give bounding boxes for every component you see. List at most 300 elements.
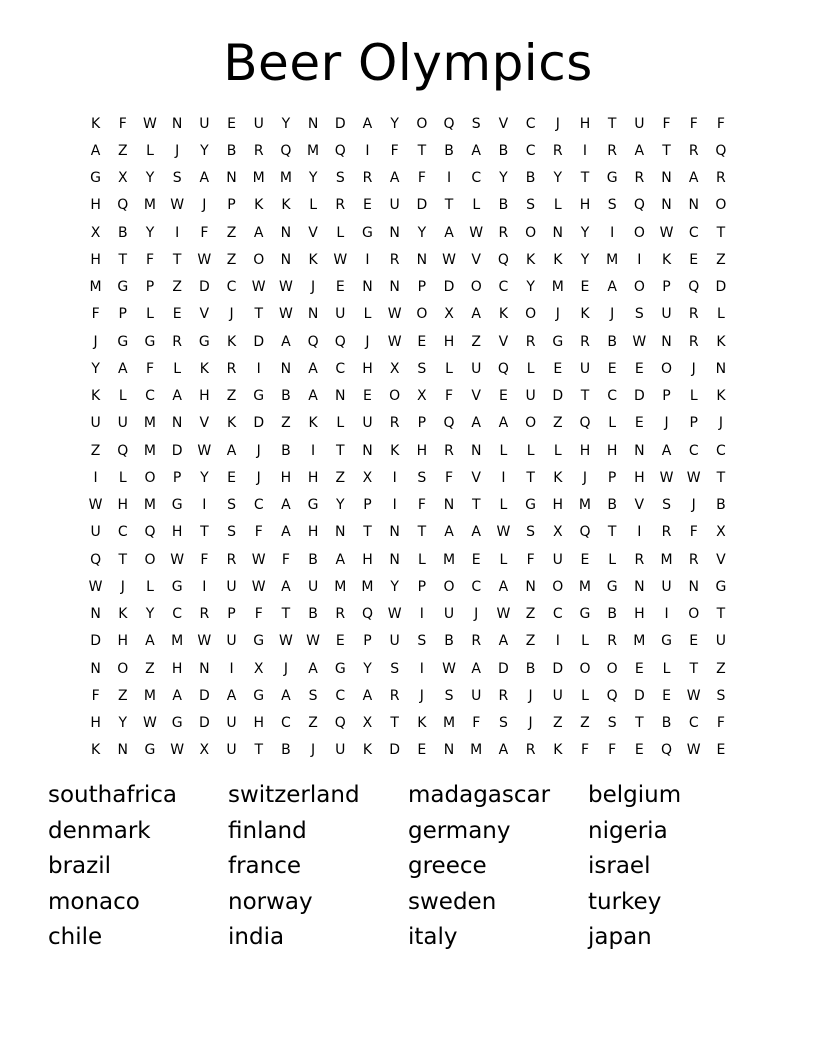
grid-letter: X bbox=[253, 660, 264, 677]
grid-letter: E bbox=[716, 742, 726, 759]
grid-letter: M bbox=[633, 633, 646, 650]
word-bank-item: israel bbox=[588, 853, 651, 880]
grid-letter: F bbox=[118, 115, 127, 132]
grid-letter: N bbox=[688, 197, 699, 214]
grid-letter: G bbox=[552, 333, 564, 350]
grid-letter: Q bbox=[334, 715, 346, 732]
grid-letter: I bbox=[311, 442, 316, 459]
grid-letter: B bbox=[498, 197, 509, 214]
grid-letter: W bbox=[251, 551, 266, 568]
grid-letter: O bbox=[606, 660, 618, 677]
grid-letter: F bbox=[200, 551, 209, 568]
grid-letter: E bbox=[227, 115, 236, 132]
grid-letter: Y bbox=[336, 497, 345, 514]
grid-row bbox=[82, 573, 735, 600]
word-bank-item: denmark bbox=[48, 817, 151, 844]
grid-letter: J bbox=[93, 333, 98, 350]
grid-letter: U bbox=[552, 551, 563, 568]
grid-letter: A bbox=[498, 742, 509, 759]
grid-letter: J bbox=[283, 660, 288, 677]
grid-letter: M bbox=[551, 279, 564, 296]
grid-letter: C bbox=[471, 170, 482, 187]
grid-letter: W bbox=[197, 633, 212, 650]
grid-letter: N bbox=[661, 197, 672, 214]
grid-letter: Y bbox=[145, 606, 155, 623]
grid-letter: U bbox=[471, 687, 482, 704]
grid-letter: N bbox=[389, 279, 400, 296]
grid-letter: A bbox=[335, 551, 346, 568]
grid-letter: G bbox=[171, 578, 183, 595]
grid-letter: B bbox=[525, 660, 536, 677]
grid-letter: A bbox=[634, 142, 645, 159]
grid-letter: W bbox=[170, 742, 185, 759]
grid-letter: F bbox=[716, 115, 725, 132]
grid-row bbox=[82, 492, 735, 519]
grid-letter: K bbox=[553, 251, 563, 268]
grid-row bbox=[82, 437, 735, 464]
grid-letter: F bbox=[608, 742, 617, 759]
grid-letter: W bbox=[88, 497, 103, 514]
grid-letter: M bbox=[171, 633, 184, 650]
grid-letter: U bbox=[362, 415, 373, 432]
grid-letter: N bbox=[280, 224, 292, 241]
grid-letter: K bbox=[226, 415, 237, 432]
grid-letter: D bbox=[198, 687, 210, 704]
grid-letter: D bbox=[552, 660, 564, 677]
grid-letter: N bbox=[171, 115, 183, 132]
grid-letter: K bbox=[118, 606, 128, 623]
grid-letter: A bbox=[688, 170, 699, 187]
grid-letter: X bbox=[444, 306, 454, 323]
grid-row bbox=[82, 328, 735, 355]
grid-letter: I bbox=[419, 660, 424, 677]
grid-letter: M bbox=[143, 415, 157, 432]
grid-letter: M bbox=[143, 497, 157, 514]
grid-row bbox=[82, 682, 735, 709]
grid-letter: A bbox=[172, 388, 182, 405]
grid-row bbox=[82, 628, 735, 655]
grid-letter: T bbox=[118, 551, 128, 568]
grid-letter: D bbox=[633, 388, 645, 405]
grid-row bbox=[82, 546, 735, 573]
grid-letter: H bbox=[443, 333, 455, 350]
grid-letter: O bbox=[633, 279, 645, 296]
grid-letter: A bbox=[498, 578, 509, 595]
grid-letter: B bbox=[226, 142, 237, 159]
grid-letter: H bbox=[416, 442, 428, 459]
grid-row bbox=[82, 110, 735, 137]
grid-letter: E bbox=[335, 279, 345, 296]
grid-letter: S bbox=[417, 360, 427, 377]
grid-letter: D bbox=[416, 197, 428, 214]
grid-letter: Z bbox=[335, 469, 346, 486]
grid-letter: A bbox=[471, 660, 481, 677]
grid-letter: H bbox=[253, 715, 264, 732]
grid-letter: Y bbox=[553, 170, 563, 187]
grid-letter: O bbox=[117, 660, 129, 677]
grid-letter: F bbox=[417, 497, 426, 514]
grid-letter: J bbox=[120, 578, 125, 595]
grid-letter: L bbox=[581, 687, 589, 704]
grid-letter: N bbox=[280, 360, 292, 377]
grid-letter: D bbox=[334, 115, 346, 132]
grid-row bbox=[82, 737, 735, 764]
grid-letter: Y bbox=[580, 224, 590, 241]
grid-letter: V bbox=[498, 115, 509, 132]
grid-letter: L bbox=[553, 197, 562, 214]
grid-letter: H bbox=[362, 551, 373, 568]
grid-letter: Z bbox=[226, 224, 237, 241]
grid-letter: R bbox=[389, 415, 400, 432]
grid-letter: Z bbox=[117, 142, 128, 159]
grid-letter: P bbox=[227, 197, 236, 214]
grid-letter: A bbox=[226, 687, 237, 704]
grid-letter: M bbox=[279, 170, 292, 187]
grid-letter: B bbox=[525, 170, 536, 187]
grid-letter: U bbox=[471, 360, 482, 377]
word-bank-item: finland bbox=[228, 817, 307, 844]
grid-letter: C bbox=[688, 442, 699, 459]
grid-letter: P bbox=[227, 606, 236, 623]
grid-letter: U bbox=[117, 415, 128, 432]
word-bank-item: germany bbox=[408, 817, 511, 844]
grid-letter: J bbox=[256, 469, 261, 486]
grid-letter: Z bbox=[716, 660, 726, 677]
page-title: Beer Olympics bbox=[223, 34, 593, 92]
grid-letter: L bbox=[499, 551, 508, 568]
grid-letter: W bbox=[143, 715, 157, 732]
grid-letter: Y bbox=[145, 170, 155, 187]
grid-letter: S bbox=[417, 633, 427, 650]
grid-letter: N bbox=[226, 170, 237, 187]
grid-letter: I bbox=[637, 524, 642, 541]
grid-letter: L bbox=[363, 306, 372, 323]
grid-letter: A bbox=[145, 633, 155, 650]
grid-letter: C bbox=[226, 279, 237, 296]
grid-letter: O bbox=[579, 660, 591, 677]
grid-letter: T bbox=[444, 197, 454, 214]
grid-letter: F bbox=[145, 360, 154, 377]
grid-letter: R bbox=[389, 687, 400, 704]
grid-letter: V bbox=[471, 469, 481, 486]
grid-letter: E bbox=[363, 388, 372, 405]
grid-letter: U bbox=[307, 578, 319, 595]
grid-letter: U bbox=[335, 742, 346, 759]
grid-letter: B bbox=[281, 442, 291, 459]
grid-letter: L bbox=[472, 197, 481, 214]
grid-letter: R bbox=[362, 170, 373, 187]
grid-letter: D bbox=[198, 279, 210, 296]
grid-letter: N bbox=[335, 524, 346, 541]
grid-letter: C bbox=[716, 442, 726, 459]
grid-letter: I bbox=[229, 660, 234, 677]
grid-letter: P bbox=[363, 497, 372, 514]
grid-letter: S bbox=[716, 687, 726, 704]
grid-letter: B bbox=[661, 715, 672, 732]
grid-letter: O bbox=[525, 224, 537, 241]
grid-letter: A bbox=[389, 170, 400, 187]
grid-letter: T bbox=[580, 170, 590, 187]
grid-letter: H bbox=[90, 197, 101, 214]
grid-letter: D bbox=[633, 687, 645, 704]
grid-letter: K bbox=[91, 742, 101, 759]
grid-row bbox=[82, 301, 735, 328]
grid-letter: C bbox=[172, 606, 183, 623]
grid-letter: T bbox=[635, 715, 644, 732]
grid-letter: L bbox=[173, 360, 182, 377]
grid-letter: X bbox=[90, 224, 101, 241]
grid-letter: E bbox=[417, 333, 427, 350]
grid-letter: E bbox=[634, 360, 644, 377]
grid-letter: Z bbox=[716, 251, 726, 268]
grid-letter: Q bbox=[497, 251, 509, 268]
grid-letter: E bbox=[580, 551, 590, 568]
grid-letter: G bbox=[307, 497, 319, 514]
grid-letter: K bbox=[308, 415, 318, 432]
grid-letter: C bbox=[498, 279, 509, 296]
grid-letter: C bbox=[335, 360, 346, 377]
grid-letter: B bbox=[117, 224, 128, 241]
grid-letter: I bbox=[392, 497, 397, 514]
grid-letter: T bbox=[417, 524, 427, 541]
word-bank-item: italy bbox=[408, 924, 458, 951]
word-bank-item: monaco bbox=[48, 888, 140, 915]
grid-letter: Z bbox=[580, 715, 590, 732]
grid-letter: W bbox=[197, 251, 212, 268]
grid-letter: S bbox=[662, 497, 671, 514]
grid-letter: Y bbox=[91, 360, 100, 377]
grid-letter: C bbox=[525, 142, 536, 159]
grid-letter: O bbox=[144, 551, 156, 568]
grid-letter: S bbox=[607, 715, 617, 732]
grid-letter: N bbox=[199, 660, 210, 677]
grid-letter: Q bbox=[579, 524, 591, 541]
grid-letter: Q bbox=[606, 687, 618, 704]
grid-letter: L bbox=[445, 360, 453, 377]
grid-letter: G bbox=[144, 333, 156, 350]
grid-letter: H bbox=[117, 497, 129, 514]
grid-letter: S bbox=[498, 715, 508, 732]
grid-letter: Y bbox=[363, 660, 372, 677]
grid-letter: U bbox=[389, 633, 400, 650]
grid-letter: T bbox=[118, 251, 128, 268]
grid-letter: I bbox=[202, 578, 207, 595]
grid-letter: R bbox=[525, 742, 536, 759]
grid-letter: L bbox=[717, 306, 725, 323]
grid-letter: Y bbox=[417, 224, 427, 241]
grid-letter: G bbox=[362, 224, 373, 241]
grid-letter: B bbox=[308, 606, 318, 623]
grid-letter: N bbox=[525, 578, 536, 595]
grid-letter: F bbox=[91, 687, 100, 704]
grid-letter: T bbox=[254, 742, 263, 759]
grid-letter: O bbox=[688, 606, 700, 623]
grid-letter: I bbox=[202, 497, 207, 514]
grid-letter: X bbox=[117, 170, 128, 187]
grid-letter: M bbox=[606, 251, 619, 268]
grid-letter: V bbox=[199, 415, 210, 432]
grid-letter: A bbox=[281, 497, 291, 514]
grid-letter: A bbox=[471, 306, 481, 323]
grid-letter: T bbox=[336, 442, 345, 459]
grid-letter: S bbox=[335, 170, 345, 187]
grid-letter: P bbox=[662, 388, 671, 405]
grid-letter: T bbox=[471, 497, 481, 514]
grid-letter: M bbox=[578, 578, 592, 595]
grid-letter: M bbox=[361, 578, 374, 595]
grid-letter: I bbox=[610, 224, 615, 241]
grid-letter: E bbox=[580, 279, 590, 296]
grid-letter: C bbox=[335, 687, 346, 704]
grid-letter: T bbox=[526, 469, 535, 486]
grid-letter: Z bbox=[308, 715, 318, 732]
grid-letter: Z bbox=[172, 279, 182, 296]
grid-letter: C bbox=[117, 524, 128, 541]
grid-letter: A bbox=[498, 633, 509, 650]
grid-letter: J bbox=[474, 606, 479, 623]
grid-letter: P bbox=[417, 279, 427, 296]
grid-row bbox=[82, 137, 735, 164]
grid-letter: X bbox=[389, 360, 400, 377]
grid-letter: W bbox=[442, 251, 456, 268]
grid-letter: D bbox=[171, 442, 183, 459]
grid-letter: M bbox=[252, 170, 265, 187]
grid-letter: T bbox=[716, 224, 726, 241]
grid-letter: T bbox=[254, 306, 263, 323]
grid-letter: Y bbox=[499, 170, 508, 187]
grid-letter: R bbox=[498, 224, 509, 241]
grid-letter: A bbox=[281, 687, 291, 704]
grid-letter: M bbox=[470, 742, 483, 759]
grid-letter: G bbox=[253, 687, 265, 704]
word-bank-item: belgium bbox=[588, 782, 682, 808]
grid-letter: W bbox=[496, 524, 511, 541]
grid-letter: E bbox=[498, 388, 508, 405]
grid-letter: N bbox=[280, 251, 292, 268]
grid-letter: W bbox=[632, 333, 647, 350]
grid-letter: J bbox=[582, 469, 588, 486]
grid-letter: X bbox=[552, 524, 563, 541]
grid-letter: K bbox=[716, 388, 726, 405]
grid-letter: L bbox=[499, 497, 508, 514]
grid-row bbox=[82, 519, 735, 546]
grid-letter: R bbox=[172, 333, 183, 350]
grid-letter: U bbox=[253, 115, 264, 132]
grid-letter: G bbox=[144, 742, 156, 759]
grid-letter: R bbox=[444, 442, 454, 459]
grid-letter: M bbox=[307, 142, 320, 159]
grid-letter: T bbox=[607, 115, 617, 132]
grid-letter: G bbox=[117, 333, 129, 350]
grid-letter: G bbox=[334, 660, 346, 677]
grid-letter: A bbox=[308, 388, 318, 405]
grid-letter: Q bbox=[443, 115, 455, 132]
grid-letter: R bbox=[634, 551, 645, 568]
grid-letter: N bbox=[634, 442, 645, 459]
grid-letter: N bbox=[90, 660, 101, 677]
grid-letter: R bbox=[199, 606, 210, 623]
grid-letter: F bbox=[254, 606, 263, 623]
word-bank-item: sweden bbox=[408, 888, 497, 915]
grid-letter: I bbox=[365, 251, 370, 268]
grid-letter: N bbox=[443, 742, 455, 759]
grid-letter: N bbox=[117, 742, 129, 759]
grid-letter: K bbox=[553, 742, 563, 759]
grid-letter: L bbox=[608, 551, 617, 568]
grid-letter: A bbox=[471, 415, 481, 432]
grid-letter: V bbox=[498, 333, 509, 350]
grid-letter: A bbox=[661, 442, 672, 459]
grid-letter: T bbox=[172, 251, 182, 268]
grid-letter: L bbox=[689, 388, 698, 405]
grid-letter: R bbox=[688, 306, 699, 323]
grid-letter: S bbox=[227, 497, 236, 514]
grid-letter: H bbox=[90, 715, 101, 732]
grid-letter: J bbox=[691, 360, 696, 377]
grid-letter: Z bbox=[145, 660, 155, 677]
grid-letter: K bbox=[580, 306, 590, 323]
grid-letter: D bbox=[198, 715, 210, 732]
grid-letter: E bbox=[634, 415, 644, 432]
grid-letter: E bbox=[417, 742, 427, 759]
grid-letter: W bbox=[251, 279, 266, 296]
grid-letter: Y bbox=[200, 469, 209, 486]
grid-letter: I bbox=[93, 469, 98, 486]
grid-letter: E bbox=[227, 469, 236, 486]
grid-row bbox=[82, 464, 735, 491]
grid-letter: B bbox=[444, 633, 454, 650]
grid-letter: J bbox=[419, 687, 424, 704]
grid-letter: J bbox=[528, 715, 533, 732]
grid-letter: T bbox=[200, 524, 209, 541]
grid-letter: T bbox=[607, 524, 617, 541]
grid-letter: R bbox=[253, 142, 264, 159]
grid-letter: A bbox=[172, 687, 182, 704]
grid-letter: J bbox=[175, 142, 180, 159]
grid-letter: O bbox=[525, 306, 537, 323]
grid-letter: E bbox=[172, 306, 182, 323]
word-bank bbox=[48, 778, 768, 956]
grid-letter: G bbox=[525, 497, 537, 514]
grid-letter: N bbox=[688, 578, 699, 595]
grid-letter: Y bbox=[145, 224, 155, 241]
grid-letter: F bbox=[526, 551, 535, 568]
grid-letter: C bbox=[145, 388, 155, 405]
grid-letter: J bbox=[528, 687, 533, 704]
grid-letter: R bbox=[607, 142, 618, 159]
grid-letter: O bbox=[253, 251, 265, 268]
grid-letter: A bbox=[281, 333, 291, 350]
grid-letter: G bbox=[606, 170, 618, 187]
grid-letter: G bbox=[606, 578, 618, 595]
grid-letter: K bbox=[553, 469, 563, 486]
grid-letter: D bbox=[552, 388, 564, 405]
grid-letter: G bbox=[715, 578, 727, 595]
grid-letter: N bbox=[715, 360, 727, 377]
grid-letter: T bbox=[716, 469, 726, 486]
grid-letter: L bbox=[336, 415, 345, 432]
grid-letter: S bbox=[308, 687, 318, 704]
grid-letter: B bbox=[716, 497, 726, 514]
grid-letter: Y bbox=[390, 115, 399, 132]
grid-letter: L bbox=[146, 306, 154, 323]
grid-letter: N bbox=[362, 442, 373, 459]
grid-letter: L bbox=[118, 388, 127, 405]
grid-letter: W bbox=[686, 687, 701, 704]
grid-letter: N bbox=[661, 333, 672, 350]
grid-letter: S bbox=[444, 687, 454, 704]
grid-letter: C bbox=[281, 715, 291, 732]
